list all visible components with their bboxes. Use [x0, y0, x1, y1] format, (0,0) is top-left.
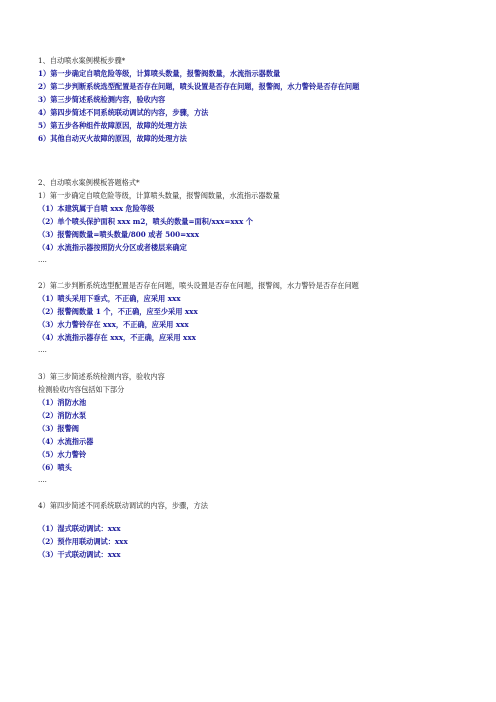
step-4-item: （2）预作用联动调试：xxx: [38, 537, 128, 546]
ellipsis: ....: [38, 346, 47, 354]
step-1-subheading: 1）第一步确定自喷危险等级，计算喷头数量，报警阀数量，水流指示器数量: [38, 191, 280, 200]
step-3: [38, 370, 488, 486]
step-3-item: （1）消防水池: [38, 398, 87, 407]
section-2: [38, 176, 488, 266]
section-1-item: 3）第三步简述系统检测内容，验收内容: [38, 95, 166, 104]
step-3-item: （5）水力警铃: [38, 450, 87, 459]
step-2-subheading: 2）第二步判断系统选型配置是否存在问题，喷头设置是否存在问题，报警阀，水力警铃是否存在问题: [38, 281, 359, 290]
step-2-item: （2）报警阀数量 1 个，不正确，应至少采用 xxx: [38, 307, 198, 316]
section-1: [38, 54, 488, 145]
ellipsis: ....: [38, 256, 47, 264]
section-1-item: 5）第五步各种组件故障原因，故障的处理方法: [38, 121, 187, 130]
step-4-item: （3）干式联动调试：xxx: [38, 550, 121, 559]
step-1-item: （2）单个喷头保护面积 xxx m2，喷头的数量=面积/xxx=xxx 个: [38, 217, 253, 226]
step-3-item: （3）报警阀: [38, 424, 79, 433]
step-3-item: （6）喷头: [38, 463, 72, 472]
step-3-note: 检测验收内容包括如下部分: [38, 385, 125, 394]
section-1-heading: 1、自动喷水案例模板步骤*: [38, 56, 126, 65]
step-1-item: （1）本建筑属于自喷 xxx 危险等级: [38, 204, 155, 213]
step-3-item: （2）消防水泵: [38, 411, 87, 420]
ellipsis: ....: [38, 476, 47, 484]
step-4-item: （1）湿式联动调试：xxx: [38, 524, 121, 533]
section-1-item: 2）第二步判断系统选型配置是否存在问题，喷头设置是否存在问题，报警阀，水力警铃是否存在问题: [38, 82, 360, 91]
section-1-item: 1）第一步确定自喷危险等级，计算喷头数量，报警阀数量，水流指示器数量: [38, 69, 281, 78]
step-4: [38, 499, 488, 561]
step-2: [38, 279, 488, 356]
step-2-item: （4）水流指示器存在 xxx，不正确，应采用 xxx: [38, 333, 196, 342]
step-2-item: （1）喷头采用下垂式，不正确，应采用 xxx: [38, 294, 181, 303]
section-1-item: 6）其他自动灭火故障的原因，故障的处理方法: [38, 134, 187, 143]
step-3-subheading: 3）第三步简述系统检测内容，验收内容: [38, 372, 165, 381]
step-1-item: （3）报警阀数量=喷头数量/800 或者 500=xxx: [38, 230, 199, 239]
step-2-item: （3）水力警铃存在 xxx，不正确，应采用 xxx: [38, 320, 189, 329]
section-2-heading: 2、自动喷水案例模板答题格式*: [38, 178, 140, 187]
step-3-item: （4）水流指示器: [38, 437, 94, 446]
step-4-subheading: 4）第四步简述不同系统联动调试的内容，步骤，方法: [38, 501, 208, 510]
section-1-item: 4）第四步简述不同系统联动调试的内容，步骤，方法: [38, 108, 209, 117]
step-1-item: （4）水流指示器按照防火分区或者楼层来确定: [38, 243, 187, 252]
